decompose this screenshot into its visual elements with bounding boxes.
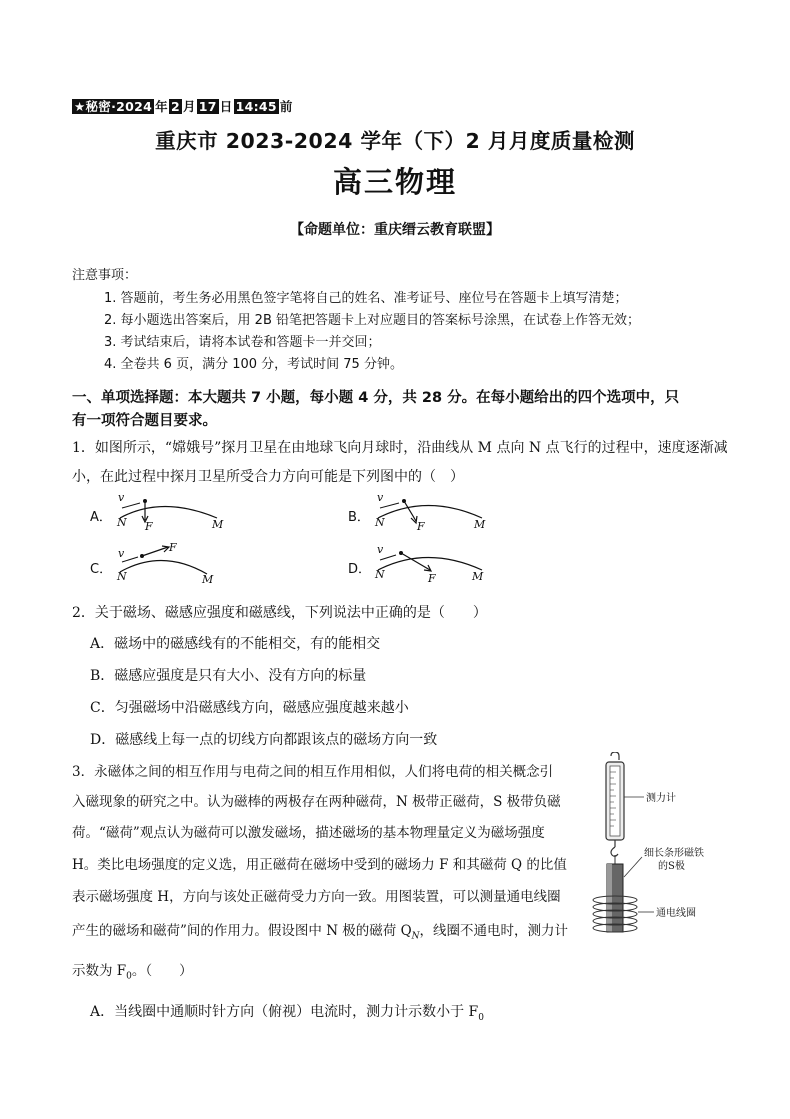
secret-year-suffix: 年	[155, 99, 168, 114]
q1-stem-line1: 1．如图所示，“嫦娥号”探月卫星在由地球飞向月球时，沿曲线从 M 点向 N 点飞行的过程中，速度逐渐减	[72, 440, 728, 456]
q3-line-7: 示数为 $F_0$。（ ）	[72, 963, 193, 982]
section-heading-line1: 一、单项选择题：本大题共 7 小题，每小题 4 分，共 28 分。在每小题给出的四个选项中，只	[72, 390, 680, 406]
secret-end: 前	[279, 99, 293, 114]
q1-option-a-diagram	[112, 490, 232, 535]
q3-line: H。类比电场强度的定义选，用正磁荷在磁场中受到的磁场力 F 和其磁荷 Q 的比值	[72, 857, 567, 873]
label-N: N	[375, 516, 385, 529]
secret-time: 14:45	[235, 99, 277, 114]
q2-option-a: A．磁场中的磁感线有的不能相交，有的能相交	[90, 636, 381, 652]
q1-stem-line2: 小，在此过程中探月卫星所受合力方向可能是下列图中的（ ）	[72, 469, 464, 485]
note-item: 3. 考试结束后，请将本试卷和答题卡一并交回；	[104, 335, 381, 350]
q3-line: 荷。“磁荷”观点认为磁荷可以激发磁场，描述磁场的基本物理量定义为磁场强度	[72, 825, 545, 841]
label-M: M	[472, 570, 484, 583]
note-item: 4. 全卷共 6 页，满分 100 分，考试时间 75 分钟。	[104, 357, 403, 372]
label-M: M	[474, 518, 486, 531]
q2-option-b: B．磁感应强度是只有大小、没有方向的标量	[90, 668, 367, 684]
label-N: N	[117, 516, 127, 529]
exam-title: 重庆市 2023-2024 学年（下）2 月月度质量检测	[155, 129, 635, 153]
q1-option-c-label: C．	[90, 562, 113, 577]
notes-heading: 注意事项：	[72, 268, 138, 283]
secret-prefix: ★秘密·2024	[74, 99, 153, 114]
f0-subscript: 0	[478, 1012, 485, 1023]
secret-month: 2	[170, 99, 180, 114]
label-M: M	[212, 518, 224, 531]
q1-option-b-label: B．	[348, 510, 370, 525]
q3-line: 3．永磁体之间的相互作用与电荷之间的相互作用相似，人们将电荷的相关概念引	[72, 764, 554, 780]
label-coil: 通电线圈	[656, 908, 696, 919]
f0-subscript: 0	[126, 971, 132, 982]
q2-option-d: D．磁感线上每一点的切线方向都跟该点的磁场方向一致	[90, 732, 438, 748]
q1-option-d-label: D．	[348, 562, 372, 577]
label-magnet-2: 的S极	[658, 861, 685, 872]
q1-option-a-label: A．	[90, 510, 112, 525]
label-magnet-1: 细长条形磁铁	[644, 848, 704, 859]
label-v: v	[118, 491, 125, 504]
label-meter: 测力计	[646, 793, 676, 804]
q3-figure	[588, 752, 728, 952]
label-v: v	[377, 491, 384, 504]
label-v: v	[118, 547, 125, 560]
q2-stem: 2．关于磁场、磁感应强度和磁感线，下列说法中正确的是（ ）	[72, 605, 487, 621]
q3-option-a: A．当线圈中通顺时针方向（俯视）电流时，测力计示数小于 $F_0$	[90, 1004, 485, 1023]
label-F: F	[417, 520, 425, 533]
q3-line-6: 产生的磁场和磁荷”间的作用力。假设图中 N 极的磁荷 $Q_N$，线圈不通电时，测力计	[72, 923, 569, 942]
secret-day-suffix: 日	[219, 99, 233, 114]
q1-option-b-diagram	[372, 490, 497, 535]
confidential-stamp	[72, 97, 294, 115]
label-F: F	[169, 541, 177, 554]
section-heading	[72, 387, 722, 433]
q1-option-c-diagram	[112, 540, 222, 585]
secret-month-suffix: 月	[182, 99, 196, 114]
label-F: F	[145, 520, 153, 533]
qn-subscript: N	[411, 931, 420, 942]
label-v: v	[377, 543, 384, 556]
section-heading-line2: 有一项符合题目要求。	[72, 413, 217, 429]
q3-line: 表示磁场强度 H，方向与该处正磁荷受力方向一致。用图装置，可以测量通电线圈	[72, 889, 561, 905]
label-F: F	[428, 572, 436, 585]
secret-day: 17	[198, 99, 217, 114]
exam-subject: 高三物理	[332, 165, 457, 199]
label-M: M	[202, 573, 214, 585]
q1-option-d-diagram	[372, 540, 497, 585]
q3-line: 入磁现象的研究之中。认为磁棒的两极存在两种磁荷，N 极带正磁荷，S 极带负磁	[72, 794, 561, 810]
label-N: N	[375, 568, 385, 581]
note-item: 1. 答题前，考生务必用黑色签字笔将自己的姓名、准考证号、座位号在答题卡上填写清楚；	[104, 291, 628, 306]
label-N: N	[117, 570, 127, 583]
note-item: 2. 每小题选出答案后，用 2B 铅笔把答题卡上对应题目的答案标号涂黑，在试卷上作答无效；	[104, 313, 640, 328]
exam-unit: 【命题单位：重庆缙云教育联盟】	[290, 222, 500, 238]
q2-option-c: C．匀强磁场中沿磁感线方向，磁感应强度越来越小	[90, 700, 409, 716]
